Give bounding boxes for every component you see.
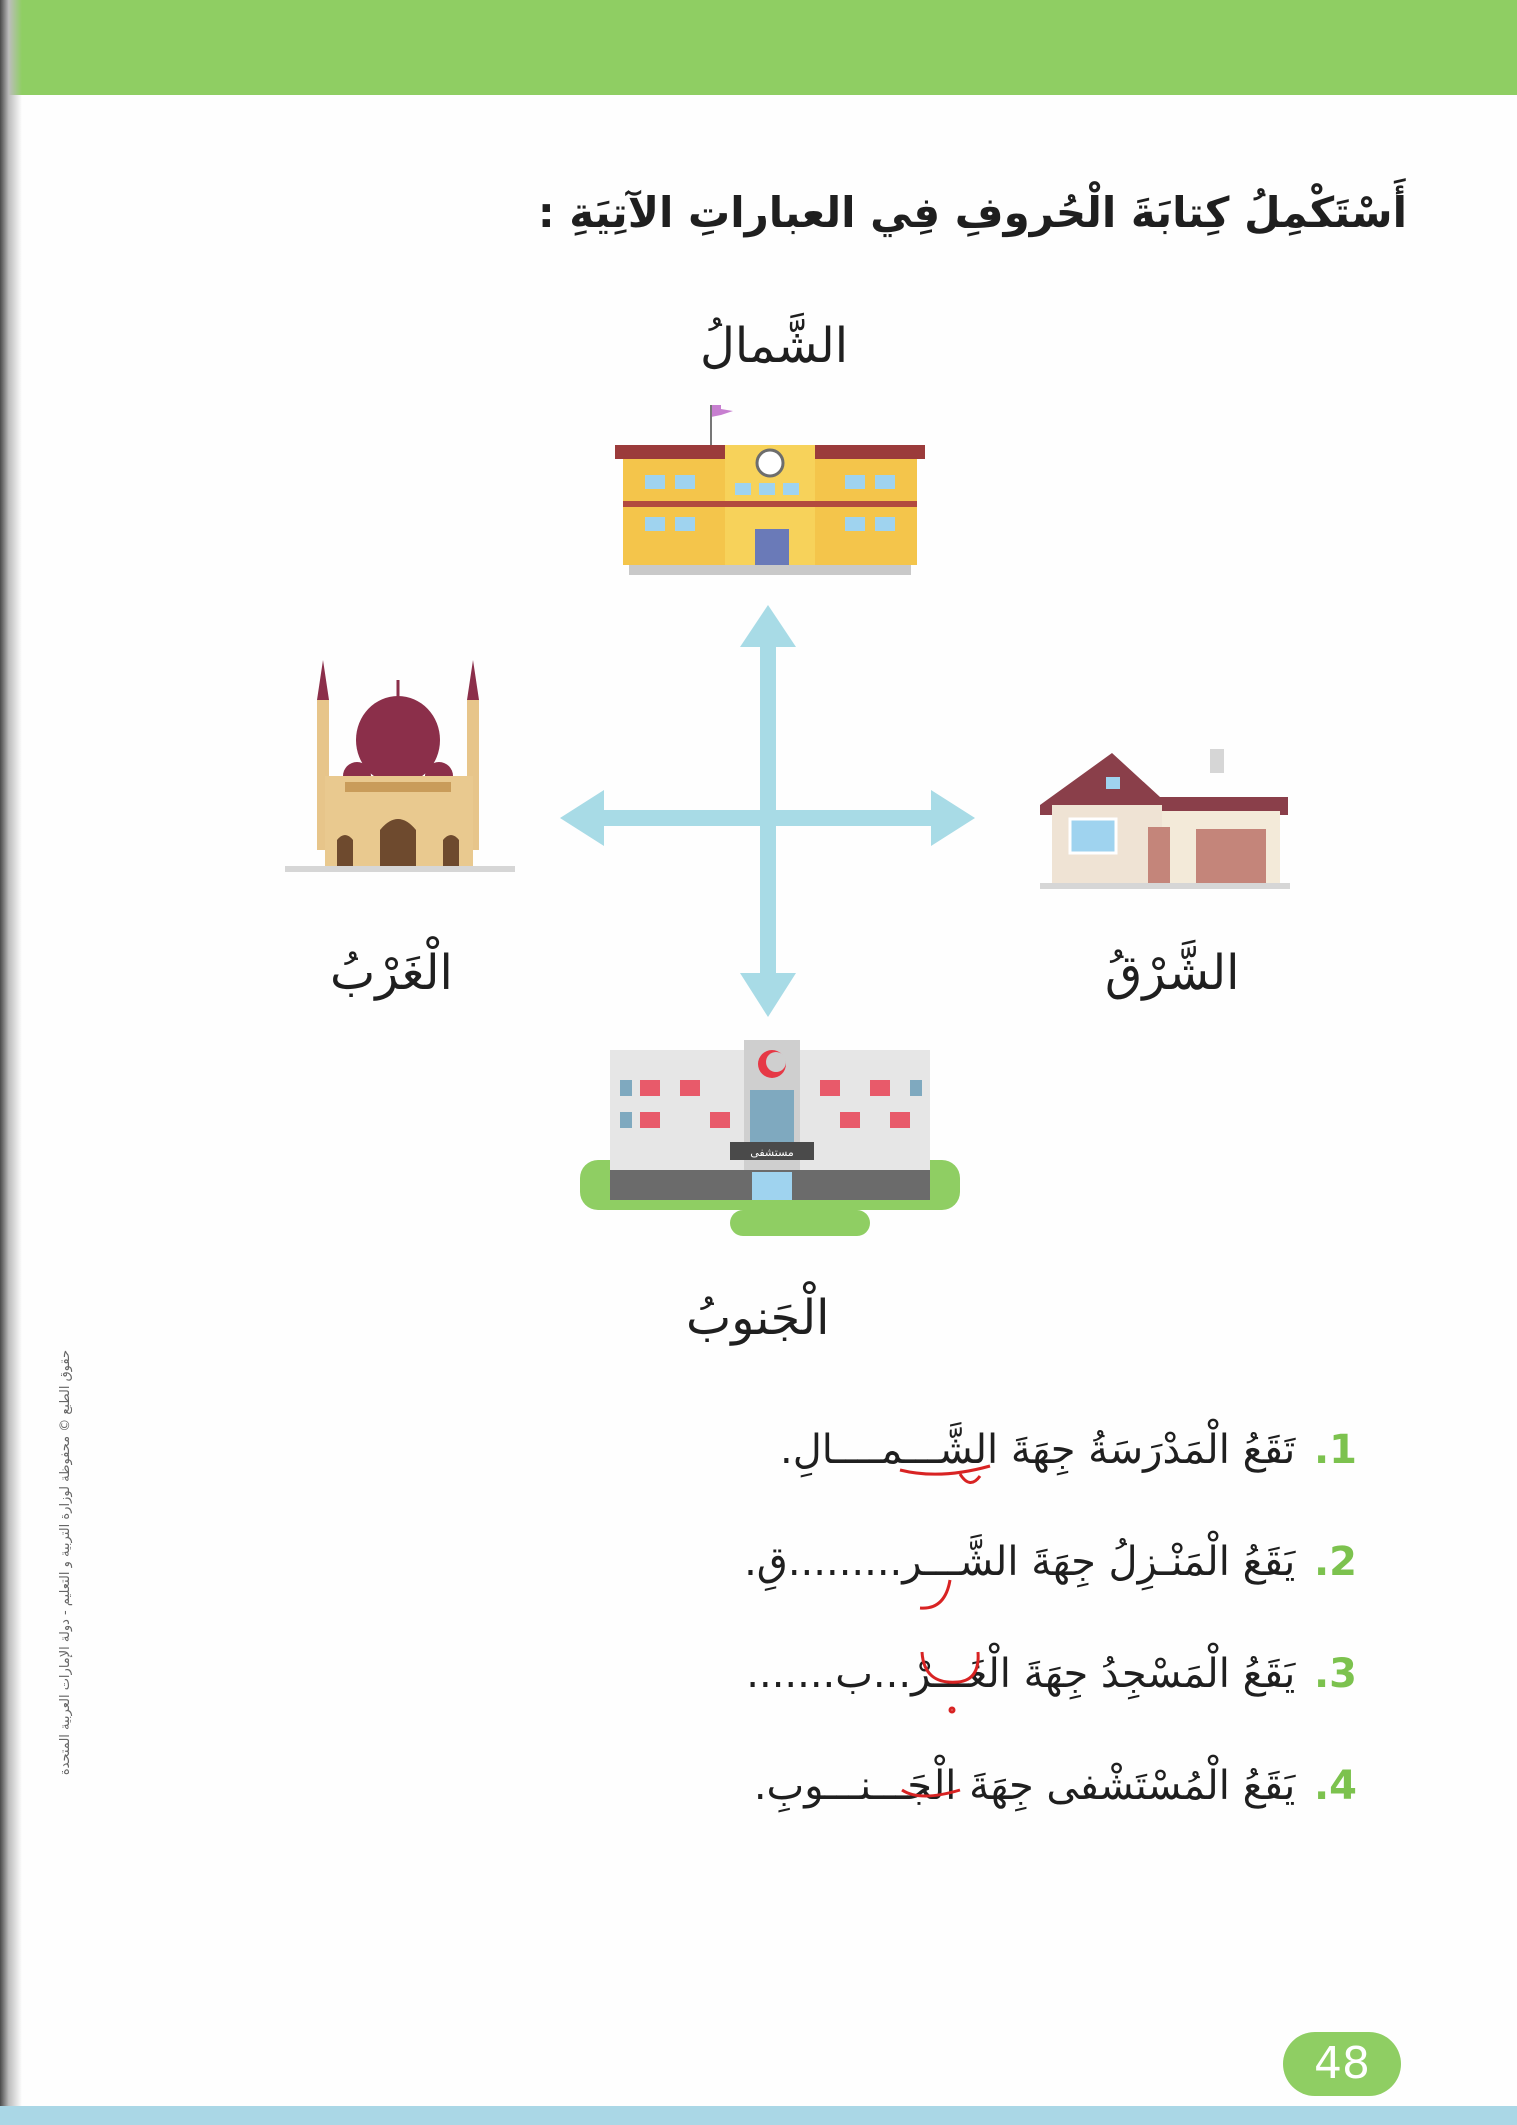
arrow-west-icon bbox=[560, 790, 604, 846]
handwriting-loop bbox=[960, 1474, 980, 1483]
bottom-blue-band bbox=[0, 2106, 1517, 2125]
handwriting-ba bbox=[922, 1652, 978, 1682]
instruction-heading: أَسْتَكْمِلُ كِتابَةَ الْحُروفِ فِي العباراتِ الآتِيَةِ : bbox=[537, 188, 1407, 237]
sentence-number: 4. bbox=[1313, 1763, 1357, 1809]
label-west: الْغَرْبُ bbox=[330, 945, 453, 1001]
arrow-north-icon bbox=[740, 605, 796, 647]
handwriting-ra bbox=[920, 1580, 950, 1608]
page-number: 48 bbox=[1283, 2032, 1401, 2096]
sentence-number: 1. bbox=[1313, 1427, 1357, 1473]
top-green-band bbox=[0, 0, 1517, 95]
sentence-text: يَقَعُ الْمُسْتَشْفى جِهَةَ الْجَـــنـــوبِ. bbox=[753, 1763, 1296, 1809]
copyright-note: حقوق الطبع © محفوظة لوزارة التربية و التعليم - دولة الإمارات العربية المتحدة bbox=[58, 1350, 73, 1776]
sentence-number: 2. bbox=[1313, 1539, 1357, 1585]
sentence-text: تَقَعُ الْمَدْرَسَةُ جِهَةَ الشَّـــمــــالِ. bbox=[780, 1427, 1296, 1473]
spine-shadow bbox=[0, 0, 22, 2125]
house-icon bbox=[1040, 745, 1290, 890]
sentence-text: يَقَعُ الْمَسْجِدُ جِهَةَ الْغَـــرْ...ب....... bbox=[746, 1651, 1296, 1697]
hospital-icon bbox=[580, 1040, 960, 1240]
arrow-south-icon bbox=[740, 973, 796, 1017]
mosque-icon bbox=[285, 650, 515, 890]
arrow-east-icon bbox=[931, 790, 975, 846]
handwriting-marks bbox=[880, 1430, 1080, 1850]
label-south: الْجَنوبُ bbox=[686, 1290, 830, 1346]
handwriting-meem bbox=[900, 1466, 990, 1474]
label-east: الشَّرْقُ bbox=[1105, 945, 1240, 1001]
compass-arrows bbox=[560, 605, 980, 1025]
handwriting-noon bbox=[902, 1790, 960, 1796]
school-icon bbox=[605, 405, 935, 585]
sentence-text: يَقَعُ الْمَنْـزِلُ جِهَةَ الشَّـــر.........قِ. bbox=[744, 1539, 1296, 1585]
label-north: الشَّمالُ bbox=[700, 318, 849, 374]
sentence-number: 3. bbox=[1313, 1651, 1357, 1697]
hospital-sign: مستشفى bbox=[750, 1146, 794, 1159]
